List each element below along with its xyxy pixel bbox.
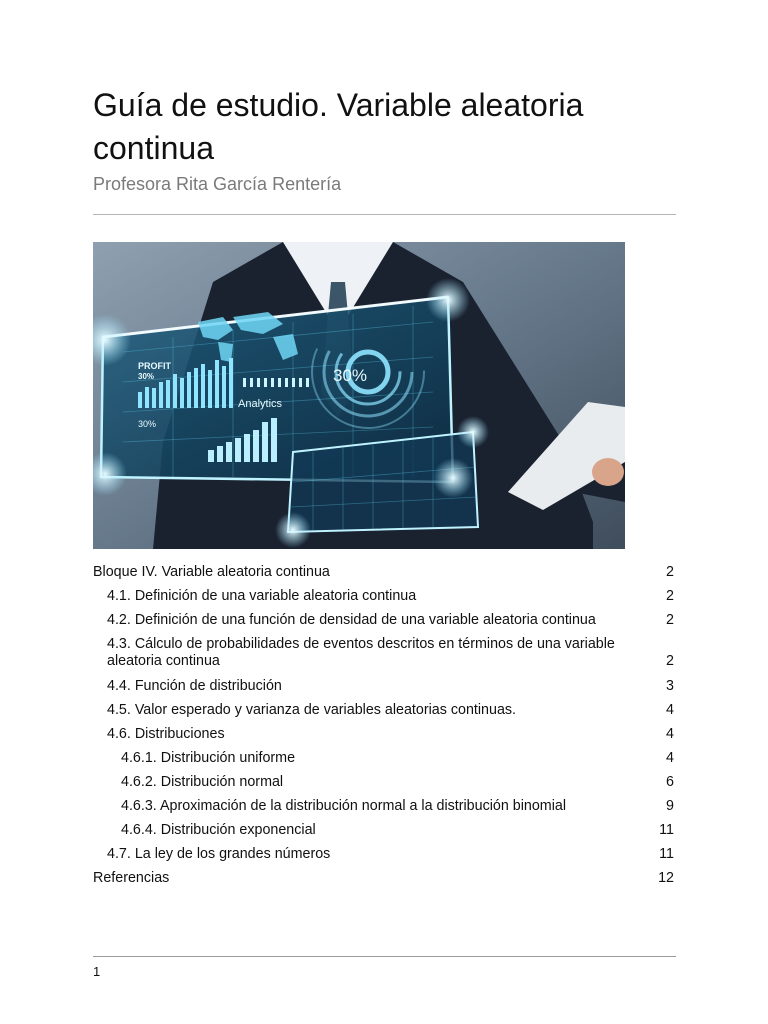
toc-entry-label: Bloque IV. Variable aleatoria continua: [93, 564, 330, 580]
toc-entry-label: 4.6.2. Distribución normal: [121, 774, 284, 790]
toc-entry[interactable]: [107, 726, 675, 743]
toc-entry-page: 2: [666, 653, 674, 669]
toc-entry[interactable]: [107, 678, 675, 695]
toc-entry-label: 4.3. Cálculo de probabilidades de eventos descritos en términos de una variable aleatoria continua: [107, 636, 615, 669]
gauge-percent: 30%: [333, 366, 368, 385]
document-subtitle: Profesora Rita García Rentería: [93, 174, 342, 194]
toc-entry-label: 4.6.3. Aproximación de la distribución normal a la distribución binomial: [121, 798, 567, 814]
toc-entry-page: 2: [666, 588, 674, 604]
profit-label: PROFIT: [138, 361, 171, 371]
toc-entry[interactable]: [121, 822, 675, 839]
toc-entry-page: 4: [666, 726, 674, 742]
toc-entry-page: 9: [666, 798, 674, 814]
toc-entry-label: 4.7. La ley de los grandes números: [107, 846, 331, 862]
toc-entry[interactable]: [107, 846, 675, 863]
toc-entry[interactable]: [107, 612, 675, 629]
footer-divider: [93, 956, 676, 957]
toc-entry-label: 4.6.1. Distribución uniforme: [121, 750, 296, 766]
toc-entry-label: 4.6. Distribuciones: [107, 726, 225, 742]
toc-entry[interactable]: [93, 564, 675, 581]
toc-entry-page: 2: [666, 612, 674, 628]
toc-entry-label: Referencias: [93, 870, 170, 886]
toc-entry-page: 6: [666, 774, 674, 790]
profit-percent: 30%: [138, 372, 155, 381]
toc-entry[interactable]: [121, 798, 675, 815]
small-percent: 30%: [138, 419, 157, 429]
toc-entry[interactable]: [121, 750, 675, 767]
document-title: Guía de estudio. Variable aleatoria continua: [93, 87, 584, 166]
toc-entry[interactable]: [107, 636, 675, 670]
analytics-label: Analytics: [238, 398, 283, 410]
page-number: 1: [93, 964, 101, 979]
toc-entry-label: 4.2. Definición de una función de densidad de una variable aleatoria continua: [107, 612, 596, 628]
toc-entry[interactable]: [107, 588, 675, 605]
toc-entry-label: 4.5. Valor esperado y varianza de variables aleatorias continuas.: [107, 702, 517, 718]
toc-entry-page: 12: [658, 870, 674, 886]
toc-entry-page: 2: [666, 564, 674, 580]
toc-entry-label: 4.4. Función de distribución: [107, 678, 282, 694]
cover-image: [93, 242, 625, 549]
toc-entry-label: 4.1. Definición de una variable aleatoria continua: [107, 588, 417, 604]
toc-entry-page: 11: [659, 846, 674, 862]
toc-entry-page: 11: [659, 822, 674, 838]
toc-entry[interactable]: [107, 702, 675, 719]
toc-entry-label: 4.6.4. Distribución exponencial: [121, 822, 316, 838]
toc-entry[interactable]: [93, 870, 675, 887]
toc-entry-page: 4: [666, 750, 674, 766]
toc-entry-page: 3: [666, 678, 674, 694]
toc-entry-page: 4: [666, 702, 674, 718]
toc-entry[interactable]: [121, 774, 675, 791]
header-divider: [93, 214, 676, 215]
